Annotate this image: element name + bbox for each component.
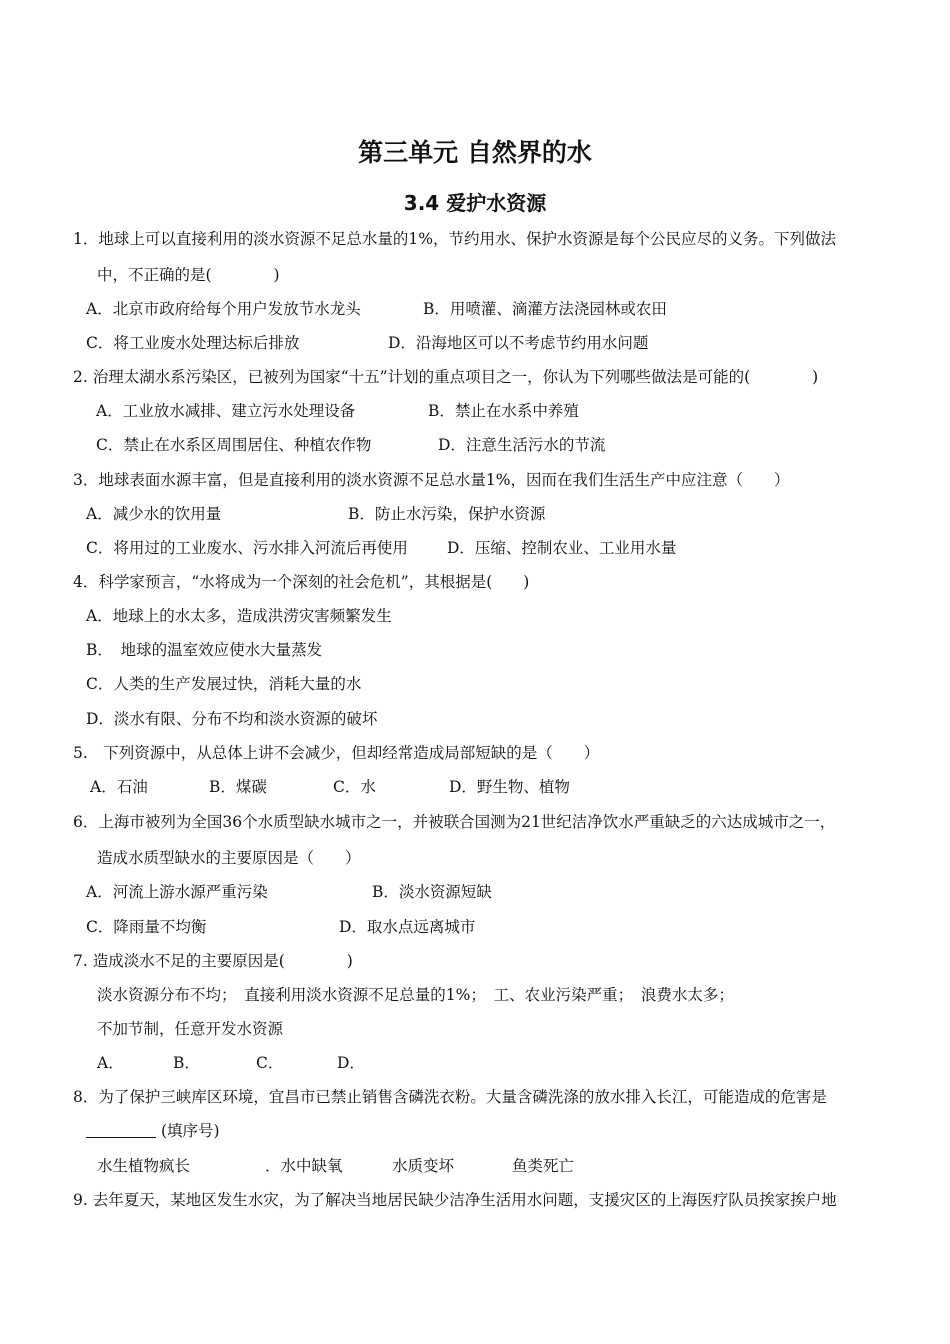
q2-option-c: C．禁止在水系区周围居住、种植农作物 (96, 436, 372, 454)
q1-option-d: D．沿海地区可以不考虑节约用水问题 (388, 334, 649, 352)
section-subtitle: 3.4 爱护水资源 (403, 191, 547, 215)
q8-tail: (填序号) (160, 1122, 220, 1140)
q5-option-b: B．煤碳 (209, 778, 267, 796)
q6-option-d: D．取水点远离城市 (339, 918, 476, 936)
q7-option-c: C． (256, 1054, 284, 1072)
q1-stem-line2: 中，不正确的是( ) (97, 266, 280, 284)
q2-stem: 2. 治理太湖水系污染区，已被列为国家“十五”计划的重点项目之一，你认为下列哪些做法是可能的( ) (73, 368, 819, 386)
q6-option-c: C．降雨量不均衡 (86, 918, 207, 936)
q7-cause-line1: 淡水资源分布不均； 直接利用淡水资源不足总量的1%； 工、农业污染严重； 浪费水太多； (97, 986, 734, 1004)
q3-option-d: D．压缩、控制农业、工业用水量 (447, 539, 677, 557)
q1-option-b: B．用喷灌、滴灌方法浇园林或农田 (423, 300, 667, 318)
q6-option-a: A．河流上游水源严重污染 (86, 883, 268, 901)
q8-option-4: 鱼类死亡 (512, 1157, 575, 1175)
q3-option-c: C．将用过的工业废水、污水排入河流后再使用 (86, 539, 408, 557)
q6-stem-line2: 造成水质型缺水的主要原因是（ ） (97, 849, 361, 867)
q4-option-b: B． 地球的温室效应使水大量蒸发 (86, 641, 323, 659)
q3-option-b: B．防止水污染，保护水资源 (348, 505, 546, 523)
q7-option-a: A． (97, 1054, 124, 1072)
q7-cause-line2: 不加节制，任意开发水资源 (97, 1020, 284, 1038)
q5-option-d: D．野生物、植物 (449, 778, 570, 796)
q8-option-3: 水质变坏 (392, 1157, 455, 1175)
q2-option-d: D．注意生活污水的节流 (438, 436, 606, 454)
q8-stem: 8．为了保护三峡库区环境，宜昌市已禁止销售含磷洗衣粉。大量含磷洗涤的放水排入长江，可能造成的危害是 (73, 1088, 827, 1106)
q3-option-a: A．减少水的饮用量 (86, 505, 222, 523)
q8-option-2: ．水中缺氧 (265, 1157, 343, 1175)
q1-option-c: C．将工业废水处理达标后排放 (86, 334, 300, 352)
q6-stem-line1: 6．上海市被列为全国36个水质型缺水城市之一，并被联合国测为21世纪洁净饮水严重缺乏的六达成城市之一， (73, 813, 836, 831)
q3-stem: 3．地球表面水源丰富，但是直接利用的淡水资源不足总水量1%，因而在我们生活生产中应注意（ ） (73, 471, 790, 489)
q2-option-b: B．禁止在水系中养殖 (428, 402, 579, 420)
answer-blank[interactable] (86, 1123, 156, 1138)
q1-stem-line1: 1．地球上可以直接利用的淡水资源不足总水量的1%，节约用水、保护水资源是每个公民应尽的义务。下列做法 (73, 230, 836, 248)
q7-option-d: D． (337, 1054, 365, 1072)
q5-option-c: C．水 (333, 778, 376, 796)
q8-option-1: 水生植物疯长 (97, 1157, 191, 1175)
q7-option-b: B． (173, 1054, 200, 1072)
q4-option-d: D．淡水有限、分布不均和淡水资源的破坏 (86, 710, 378, 728)
document-title: 第三单元 自然界的水 (358, 138, 592, 167)
q5-stem: 5. 下列资源中，从总体上讲不会减少，但却经常造成局部短缺的是（ ） (73, 744, 600, 762)
q4-stem: 4．科学家预言，“水将成为一个深刻的社会危机”，其根据是( ) (73, 573, 530, 591)
q7-stem: 7. 造成淡水不足的主要原因是( ) (73, 952, 353, 970)
q1-option-a: A．北京市政府给每个用户发放节水龙头 (86, 300, 361, 318)
q9-stem: 9. 去年夏天，某地区发生水灾，为了解决当地居民缺少洁净生活用水问题，支援灾区的上海医疗队员挨家挨户地 (73, 1191, 837, 1209)
q2-option-a: A．工业放水减排、建立污水处理设备 (96, 402, 356, 420)
q4-option-a: A．地球上的水太多，造成洪涝灾害频繁发生 (86, 607, 392, 625)
q6-option-b: B．淡水资源短缺 (372, 883, 492, 901)
q4-option-c: C．人类的生产发展过快，消耗大量的水 (86, 675, 362, 693)
q5-option-a: A．石油 (90, 778, 148, 796)
q8-answer-line (86, 1120, 220, 1142)
